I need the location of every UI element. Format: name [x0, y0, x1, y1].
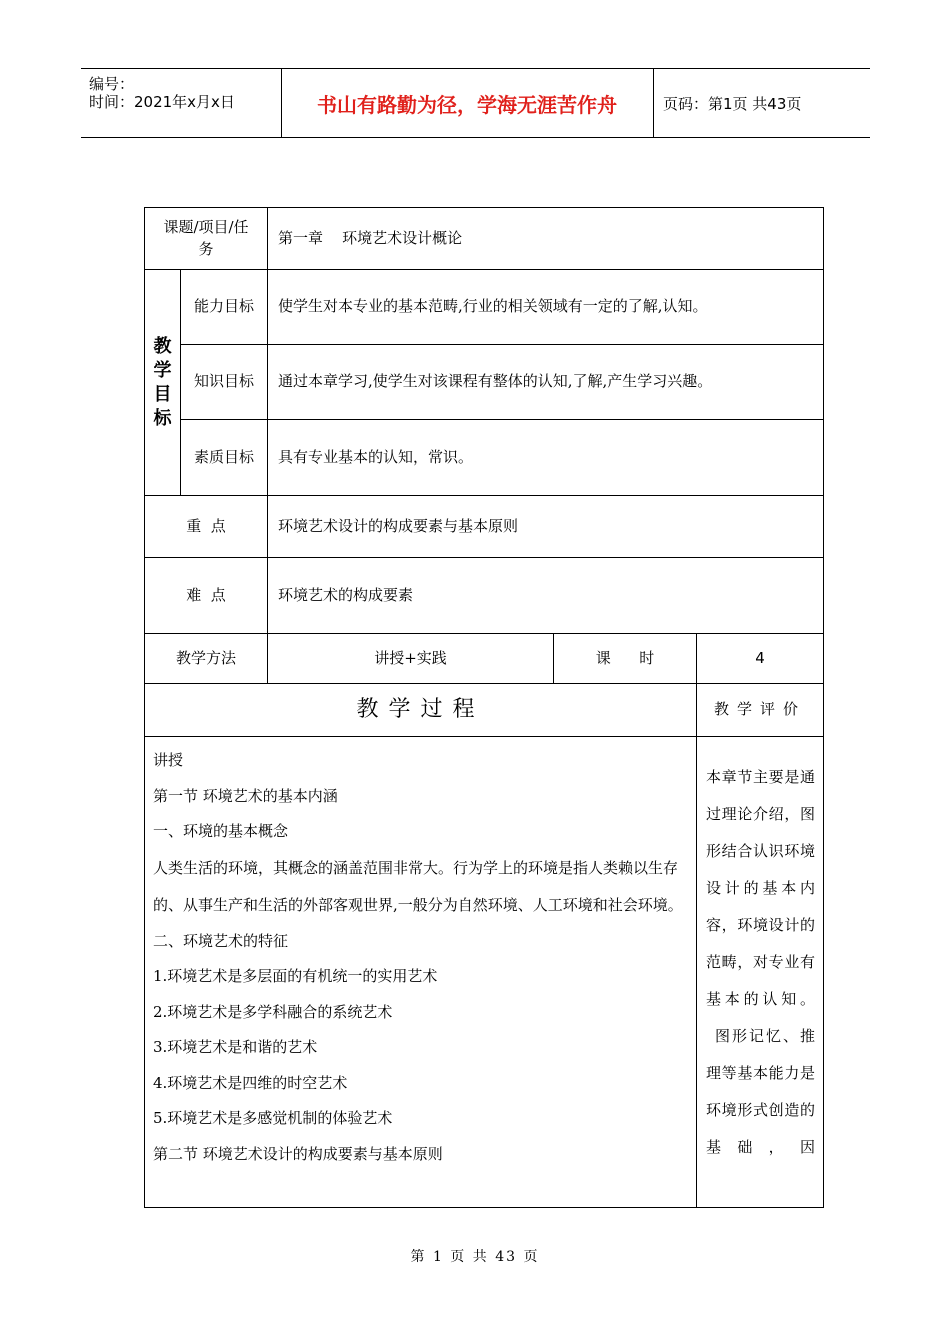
- eval-head-cell: [696, 683, 824, 737]
- process-line: 第二节 环境艺术设计的构成要素与基本原则: [153, 1144, 443, 1163]
- method-value: 讲授+实践: [374, 648, 447, 667]
- page-code: 页码：第1页 共43页: [663, 94, 802, 113]
- quality-label-cell: [180, 419, 268, 496]
- key-label: 重 点: [186, 516, 226, 535]
- quality-value: 具有专业基本的认知，常识。: [278, 447, 474, 466]
- process-line: 二、环境艺术的特征: [153, 931, 289, 950]
- key-label-cell: [144, 495, 268, 558]
- topic-label: 课题/项目/任务: [163, 217, 249, 258]
- knowledge-value-cell: [267, 344, 824, 420]
- ability-label-cell: [180, 269, 268, 345]
- hours-label: 课 时: [595, 648, 655, 667]
- lesson-table: [144, 207, 824, 1207]
- time-label: 时间：2021年x月x日: [89, 93, 235, 111]
- process-line: 4.环境艺术是四维的时空艺术: [153, 1073, 348, 1092]
- process-line: 1.环境艺术是多层面的有机统一的实用艺术: [153, 967, 438, 985]
- difficulty-label: 难 点: [186, 585, 226, 604]
- process-line: 5.环境艺术是多感觉机制的体验艺术: [153, 1109, 393, 1127]
- process-line: 3.环境艺术是和谐的艺术: [153, 1038, 318, 1056]
- quality-label: 素质目标: [193, 447, 254, 466]
- method-label-cell: [144, 633, 268, 684]
- method-label: 教学方法: [175, 648, 236, 667]
- header-meta: [81, 69, 282, 137]
- page-footer: 第 1 页 共 43 页: [410, 1249, 540, 1265]
- topic-label-cell: [144, 207, 268, 270]
- process-line: 第一节 环境艺术的基本内涵: [153, 786, 338, 805]
- difficulty-value: 环境艺术的构成要素: [278, 585, 414, 604]
- topic-value-cell: [267, 207, 824, 270]
- eval-text-2: 图形记忆、推理等基本能力是环境形式创造的基础，因: [706, 1027, 815, 1156]
- hours-label-cell: [553, 633, 697, 684]
- knowledge-label-cell: [180, 344, 268, 420]
- process-line: 一、环境的基本概念: [153, 822, 289, 840]
- process-line: 2.环境艺术是多学科融合的系统艺术: [153, 1002, 393, 1021]
- key-value: 环境艺术设计的构成要素与基本原则: [278, 516, 519, 535]
- hours-value-cell: [696, 633, 824, 684]
- difficulty-label-cell: [144, 557, 268, 634]
- process-body: [144, 736, 697, 1208]
- knowledge-label: 知识目标: [193, 372, 254, 391]
- ability-value: 使学生对本专业的基本范畴,行业的相关领域有一定的了解,认知。: [278, 297, 708, 316]
- objectives-label-cell: [144, 269, 181, 496]
- motto: 书山有路勤为径，学海无涯苦作舟: [281, 69, 654, 137]
- eval-head: 教学评价: [713, 700, 806, 719]
- process-head: 教学过程: [356, 697, 485, 723]
- difficulty-value-cell: [267, 557, 824, 634]
- knowledge-value: 通过本章学习,使学生对该课程有整体的认知,了解,产生学习兴趣。: [278, 372, 713, 391]
- method-value-cell: [267, 633, 554, 684]
- eval-text-1: 本章节主要是通过理论介绍，图形结合认识环境设计的基本内容，环境设计的范畴，对专业有基本的认知。: [706, 768, 815, 1008]
- objectives-label: 教学目标: [153, 335, 172, 429]
- hours-value: 4: [755, 648, 765, 667]
- ability-value-cell: [267, 269, 824, 345]
- process-line: 讲授: [153, 751, 184, 769]
- process-paragraph: 人类生活的环境，其概念的涵盖范围非常大。行为学上的环境是指人类赖以生存的、从事生产和生活的外部客观世界,一般分为自然环境、人工环境和社会环境。: [153, 858, 683, 914]
- eval-body: [696, 736, 824, 1208]
- topic-value: 第一章 环境艺术设计概论: [278, 228, 463, 247]
- key-value-cell: [267, 495, 824, 558]
- page-header: [81, 68, 870, 138]
- number-label: 编号：: [89, 75, 135, 93]
- process-head-cell: [144, 683, 697, 737]
- quality-value-cell: [267, 419, 824, 496]
- ability-label: 能力目标: [193, 297, 254, 316]
